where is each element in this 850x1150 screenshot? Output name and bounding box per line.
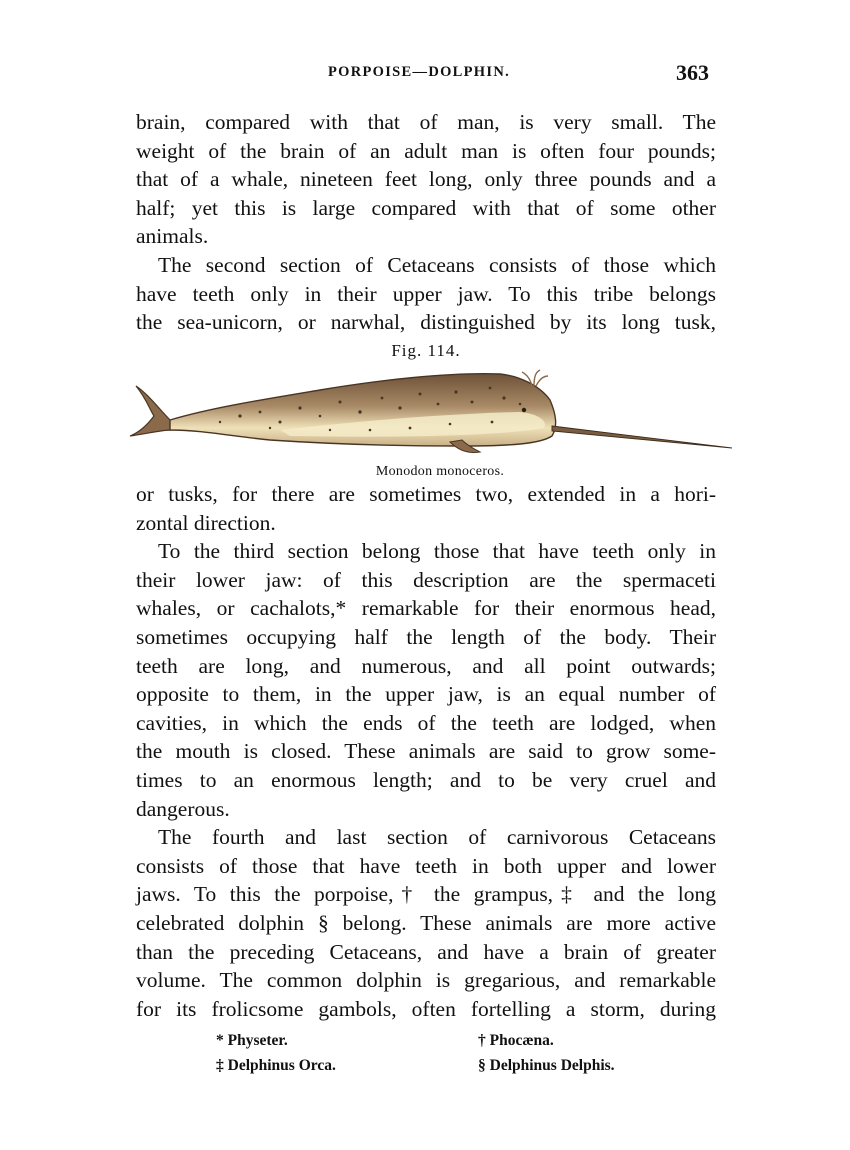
text-line: the sea-unicorn, or narwhal, distinguished by its long tusk, [136,310,716,335]
figure-caption: Monodon monoceros. [375,464,505,479]
eye [522,408,526,412]
text-line: half; yet this is large compared with that of some other [136,195,716,220]
tusk [552,426,732,448]
text-line: opposite to them, in the upper jaw, is an equal number of [136,682,716,707]
footnote-physeter: * Physeter. [216,1032,288,1049]
text-line: animals. [136,224,209,249]
footnote-delphinus-delphis: § Delphinus Delphis. [478,1057,615,1074]
text-line: The second section of Cetaceans consists of those which [158,252,716,277]
text-line: have teeth only in their upper jaw. To this tribe belongs [136,281,716,306]
text-line: their lower jaw: of this description are the spermaceti [136,567,716,592]
text-line: the mouth is closed. These animals are said to grow some- [136,739,716,764]
text-line: or tusks, for there are sometimes two, extended in a hori- [136,482,716,506]
text-line: whales, or cachalots,* remarkable for their enormous head, [136,596,716,621]
body-text-bottom [136,480,716,1023]
narwhal-illustration [120,364,740,466]
text-line: times to an enormous length; and to be very cruel and [136,767,716,792]
text-line: weight of the brain of an adult man is often four pounds; [136,138,716,163]
text-line: The fourth and last section of carnivorous Cetaceans [158,825,716,850]
text-line: brain, compared with that of man, is very small. The [136,110,716,134]
running-head [0,60,850,86]
footnote-delphinus-orca: ‡ Delphinus Orca. [216,1057,336,1074]
figure-label: Fig. 114. [391,340,461,360]
footnote-phocaena: † Phocæna. [478,1032,554,1049]
text-line: teeth are long, and numerous, and all point outwards; [136,653,716,678]
text-line: consists of those that have teeth in both upper and lower [136,853,716,878]
tail-fluke [130,386,172,436]
text-line: for its frolicsome gambols, often fortelling a storm, during [136,996,716,1021]
text-line: than the preceding Cetaceans, and have a brain of greater [136,939,716,964]
text-line: celebrated dolphin § belong. These animals are more active [136,910,716,935]
text-line: that of a whale, nineteen feet long, only three pounds and a [136,167,716,192]
text-line: jaws. To this the porpoise,† the grampus,‡ and the long [136,882,716,907]
running-title: PORPOISE—DOLPHIN. [328,64,511,80]
body-text-top [136,108,716,365]
text-line: cavities, in which the ends of the teeth are lodged, when [136,710,716,735]
page-number: 363 [676,60,709,85]
text-line: volume. The common dolphin is gregarious, and remarkable [136,968,716,993]
text-line: sometimes occupying half the length of the body. Their [136,624,716,649]
text-line: zontal direction. [136,510,276,535]
text-line: dangerous. [136,796,230,821]
text-line: To the third section belong those that have teeth only in [158,539,716,564]
